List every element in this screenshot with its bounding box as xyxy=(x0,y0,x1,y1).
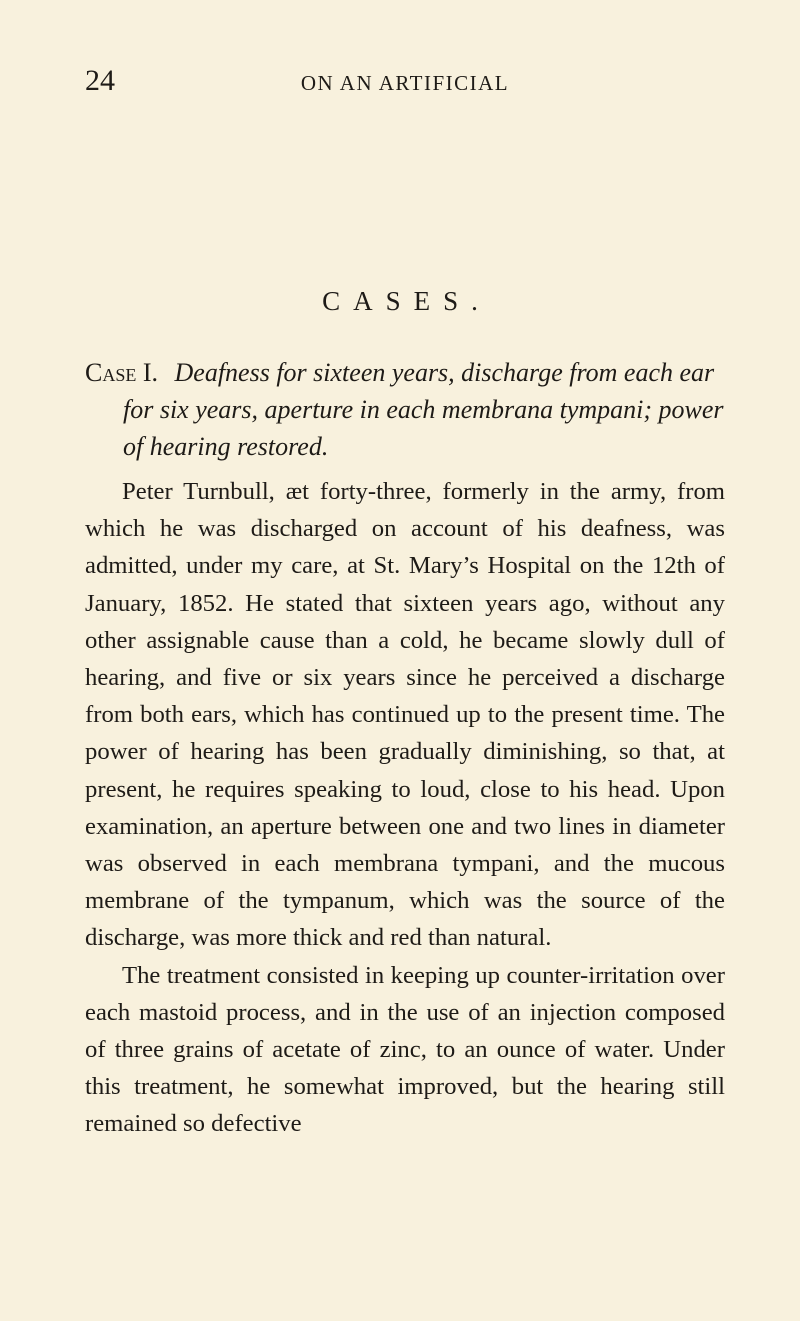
page-number: 24 xyxy=(85,64,115,97)
running-title: ON AN ARTIFICIAL xyxy=(300,71,510,95)
case-description: Deafness for sixteen years, discharge from each ear for six years, aperture in each membrana tympani; power of hearing restored. xyxy=(123,358,724,461)
case-label: Case I. xyxy=(85,358,159,387)
case-heading xyxy=(85,354,725,465)
body-text xyxy=(85,473,725,1143)
paragraph-treatment: The treatment consisted in keeping up counter-irritation over each mastoid process, and in the use of an injection composed of three grains of acetate of zinc, to an ounce of water. Under this treatment, he somewhat improved, but the hearing still remained so defective xyxy=(85,961,725,1138)
paragraph-case-history: Peter Turnbull, æt forty-three, formerly in the army, from which he was discharged on account of his deafness, was admitted, under my care, at St. Mary’s Hospital on the 12th of January, 1852. He stated that sixteen years ago, without any other assignable cause than a cold, he became slowly dull of hearing, and five or six years since he perceived a discharge from both ears, which has continued up to the present time. The power of hearing has been gradually diminishing, so that, at present, he requires speaking to loud, close to his head. Upon examination, an aperture between one and two lines in diameter was observed in each membrana tympani, and the mucous membrane of the tympanum, which was the source of the discharge, was more thick and red than natural. xyxy=(85,478,725,952)
section-title: CASES. xyxy=(322,286,491,316)
running-header xyxy=(85,64,725,98)
